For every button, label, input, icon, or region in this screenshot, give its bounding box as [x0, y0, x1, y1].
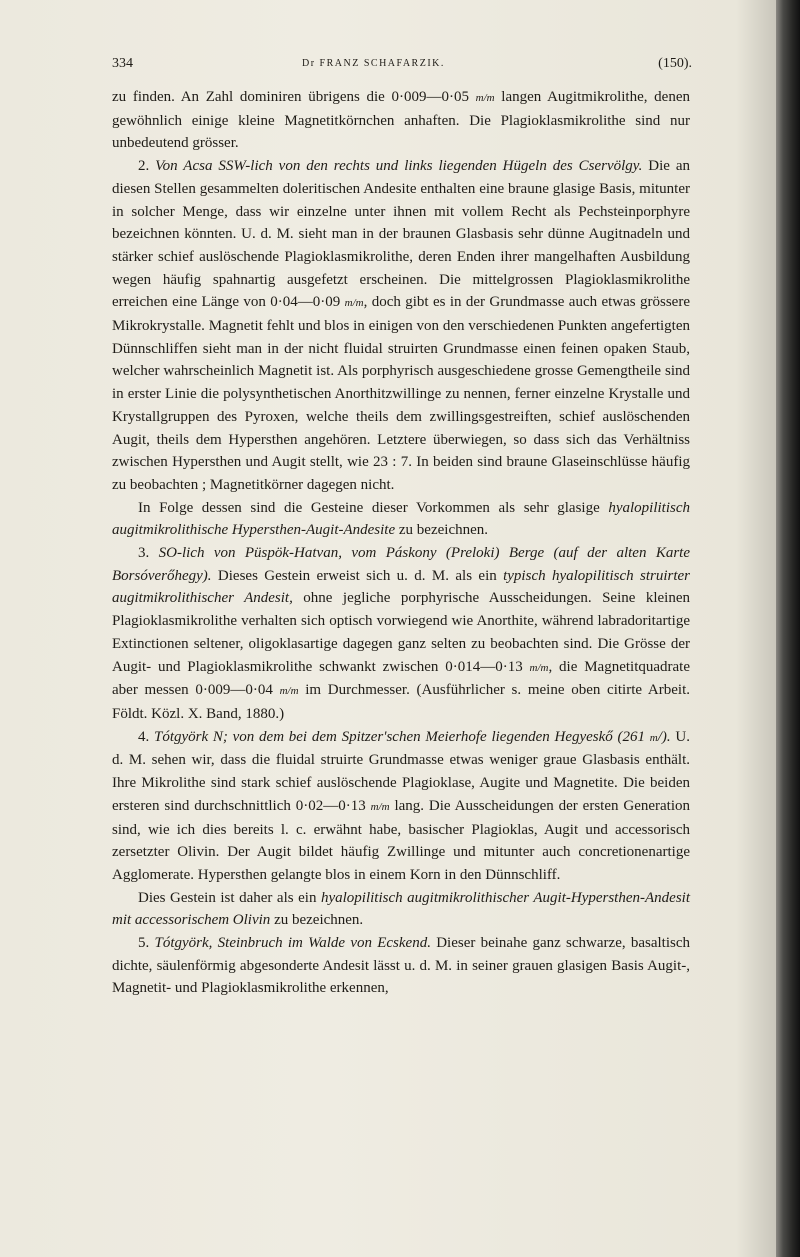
italic-text: Von Acsa SSW-lich von den rechts und links liegenden Hügeln des Cservölgy.: [155, 158, 643, 175]
text-run: im Durchmesser. (Ausführlicher s. meine oben citirte Arbeit. Földt. Közl. X. Band, 1880.): [112, 682, 690, 722]
text-run: langen Augitmikrolithe, denen gewöhnlich einige kleine Magnetitkörnchen anhaften. Die Plagioklasmikrolithe sind nur unbedeutend grösser.: [112, 89, 690, 152]
text-run: , die Magnetitquadrate aber messen 0·009—0·04: [112, 658, 690, 699]
italic-text: Tótgyörk N; von dem bei dem Spitzer'schen Meierhofe liegenden Hegyeskő (261: [154, 728, 650, 745]
text-run: 5.: [138, 935, 155, 952]
unit-text: m/m: [475, 92, 495, 104]
italic-text: /).: [657, 728, 671, 745]
italic-text: Tótgyörk, Steinbruch im Walde von Ecskend.: [154, 935, 431, 952]
paragraph: [112, 155, 690, 497]
italic-text: hyalopilitisch augitmikrolithische Hypersthen-Augit-Andesite: [112, 499, 690, 539]
body-text: [112, 86, 690, 1000]
text-run: zu finden. An Zahl dominiren übrigens die 0·009—0·05: [112, 89, 476, 105]
text-run: , doch gibt es in der Grundmasse auch etwas grössere Mikrokrystalle. Magnetit fehlt und blos in einigen von den verschiedenen Punkten angefertigten Dünnschliffen sieht man in der nicht fluidal struirten Grundmasse einen feinen opaken Staub, welcher wahrscheinlich Magnetit ist. Als porphyrisch ausgeschiedene grosse Gemengtheile sind in erster Linie die polysynthetischen Anorthitzwillinge zu nennen, ferner einzelne Krystalle und Krystallgruppen des Pyroxen, welche theils dem zwillingsgestreiften, schief auslöschenden Augit, theils dem Hypersthen angehören. Letztere überwiegen, so dass sich das Verhältniss zwischen Hypersthen und Augit stellt, wie 23 : 7. In beiden sind braune Glaseinschlüsse häufig zu beobachten ; Magnetitkörner dagegen nicht.: [112, 294, 690, 493]
section-number: (150).: [658, 56, 692, 71]
text-run: Dies Gestein ist daher als ein: [138, 889, 321, 906]
text-run: Dieses Gestein erweist sich u. d. M. als ein: [211, 567, 504, 584]
unit-text: m/m: [370, 800, 390, 813]
paragraph: [112, 86, 690, 155]
unit-text: m/m: [279, 685, 299, 698]
paragraph: [112, 932, 690, 1000]
text-run: Die an diesen Stellen gesammelten doleritischen Andesite enthalten eine braune glasige Basis, mitunter in solcher Menge, dass wir einzelne unter ihnen mit vollem Recht als Pechsteinporphyre bezeichnen könnten. U. d. M. sieht man in der braunen Glasbasis sehr dünne Augitnadeln und stärker schief auslöschende Plagioklasmikrolithe, deren Enden ihrer mangelhaften Ausbildung wegen häufig spahnartig ausgefetzt erscheinen. Die mittelgrossen Plagioklasmikrolithe erreichen eine Länge von 0·04—0·09: [112, 158, 690, 311]
page-number: 334: [112, 56, 133, 71]
paragraph: [112, 497, 690, 542]
text-run: U. d. M. sehen wir, dass die fluidal struirte Grundmasse etwas weniger graue Glasbasis enthält. Ihre Mikrolithe sind stark schief auslöschende Plagioklase, Augite und Magnetite. Die beiden ersteren sind durchschnittlich 0·02—0·13: [112, 728, 690, 814]
text-run: zu bezeichnen.: [270, 912, 364, 929]
text-run: In Folge dessen sind die Gesteine dieser Vorkommen als sehr glasige: [138, 499, 609, 516]
text-run: 2.: [138, 158, 156, 175]
unit-text: m/m: [529, 661, 549, 674]
paragraph: [112, 887, 690, 932]
paragraph: [112, 542, 690, 726]
text-run: ohne jegliche porphyrische Ausscheidungen. Seine kleinen Plagioklasmikrolithe verhalten sich optisch vorwiegend wie Anorthite, während labradoritartige Extinctionen seltener, oligoklasartige dagegen ganz selten zu beobachten sind. Die Grösse der Augit- und Plagioklasmikrolithe schwankt zwischen 0·014—0·13: [112, 590, 691, 675]
italic-text: hyalopilitisch augitmikrolithischer Augit-Hypersthen-Andesit mit accessorischem Olivin: [112, 889, 690, 929]
text-run: 4.: [138, 728, 154, 745]
unit-text: m/m: [344, 297, 364, 310]
text-run: 3.: [138, 545, 159, 562]
text-run: Dieser beinahe ganz schwarze, basaltisch dichte, säulenförmig abgesonderte Andesit lässt u. d. M. in seiner grauen glasigen Basis Augit-, Magnetit- und Plagioklasmikrolithe erkennen,: [112, 935, 690, 997]
text-run: zu bezeichnen.: [395, 522, 489, 539]
paragraph: [112, 726, 690, 887]
running-head-author: Dr FRANZ SCHAFARZIK.: [302, 58, 445, 69]
running-header: [112, 56, 692, 80]
book-spine-shadow: [776, 0, 800, 1257]
unit-text: m: [649, 731, 658, 744]
italic-text: SO-lich von Püspök-Hatvan, vom Páskony (Preloki) Berge (auf der alten Karte Borsóverőhegy).: [112, 545, 690, 584]
text-run: lang. Die Ausscheidungen der ersten Generation sind, wie ich dies bereits l. c. erwähnt habe, basischer Plagioklas, Augit und accessorisch zersetzter Olivin. Der Augit bildet häufig Zwillinge und mitunter auch concretionenartige Agglomerate. Hypersthen gelangte blos in einem Korn in den Dünnschliff.: [112, 797, 690, 883]
italic-text: typisch hyalopilitisch struirter augitmikrolithischer Andesit,: [112, 567, 690, 607]
